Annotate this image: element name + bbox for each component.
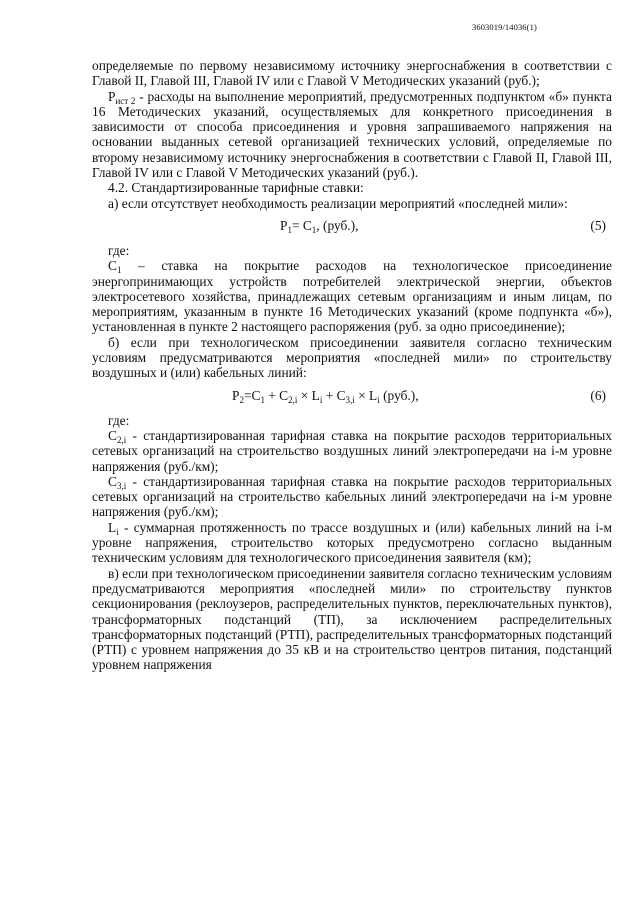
symbol-c: С: [108, 427, 117, 443]
formula-6-number: (6): [590, 387, 606, 403]
symbol-c: С: [108, 473, 117, 489]
symbol-c3-subscript: 3,i: [116, 480, 127, 491]
c2-definition: - стандартизированная тарифная ставка на покрытие расходов территориальных сетевых организаций на строительство воздушных линий электропередачи на i-м уровне напряжения (руб./км);: [92, 427, 612, 474]
definition-c1: [92, 258, 612, 334]
symbol-li-subscript: i: [116, 526, 119, 537]
formula-6: [92, 385, 612, 407]
symbol-r: Р: [108, 88, 116, 104]
definition-c2: [92, 428, 612, 474]
formula-5-expression: $P_1= C_1$, (руб.),: [280, 217, 359, 235]
r-ist-2-definition: - расходы на выполнение мероприятий, предусмотренных подпунктом «б» пункта 16 Методических указаний, осуществляемых для конкретного присоединения в зависимости от способа присоединения и уровня запрашиваемого напряжения на основании выданных сетевой организацией технических условий, определяемые по второму независимому источнику энергоснабжения в соответствии с Главой II, Главой III, Главой IV или с Главой V Методических указаний (руб.).: [92, 88, 612, 181]
li-definition: - суммарная протяженность по трассе воздушных и (или) кабельных линий на i-м уровне напряжения, строительство которых предусмотрено согласно выданным техническим условиям для технологического присоединения заявителя (км);: [92, 519, 612, 566]
symbol-c: С: [108, 258, 117, 274]
document-id: 3603019/14036(1): [472, 22, 537, 32]
formula-5-number: (5): [590, 217, 606, 233]
symbol-r-subscript: ист 2: [115, 95, 136, 106]
formula-5: [92, 215, 612, 237]
definition-li: [92, 520, 612, 566]
formula-6-expression: $P_2=C_1 + C_{2,i} \times L_i + C_{3,i} \times L_i$ (руб.),: [232, 387, 419, 405]
paragraph-intro: определяемые по первому независимому источнику энергоснабжения в соответствии с Главой II, Главой III, Главой IV или с Главой V Методических указаний (руб.);: [92, 58, 612, 89]
where-label-1: где:: [108, 242, 130, 258]
symbol-l: L: [108, 519, 117, 535]
item-v: в) если при технологическом присоединении заявителя согласно техническим условиям предусматриваются мероприятия «последней мили» по строительству пунктов секционирования (реклоузеров, распределительных пунктов, переключательных пунктов), трансформаторных подстанций (ТП), за исключением распределительных трансформаторных подстанций (РТП), распределительных трансформаторных подстанций (РТП) с уровнем напряжения до 35 кВ и на строительство центров питания, подстанций уровнем напряжения: [92, 565, 612, 673]
where-label-2: где:: [108, 412, 130, 428]
c3-definition: - стандартизированная тарифная ставка на покрытие расходов территориальных сетевых организаций на строительство кабельных линий электропередачи на i-м уровне напряжения (руб./км);: [92, 473, 612, 520]
definition-c3: [92, 474, 612, 520]
paragraph-r-ist-2: [92, 89, 612, 181]
section-4-2-heading: 4.2. Стандартизированные тарифные ставки:: [108, 180, 364, 196]
symbol-c1-subscript: 1: [116, 265, 122, 276]
item-b: б) если при технологическом присоединении заявителя согласно техническим условиям предусматриваются мероприятия «последней мили» по строительству воздушных и (или) кабельных линий:: [92, 334, 612, 381]
symbol-c2-subscript: 2,i: [116, 434, 127, 445]
document-body: [92, 58, 612, 673]
c1-definition: – ставка на покрытие расходов на технологическое присоединение энергопринимающих устройств потребителей электрической энергии, объектов электросетевого хозяйства, принадлежащих сетевым организациям и иным лицам, по мероприятиям, указанным в пункте 16 Методических указаний (кроме подпункта «б»), установленная в пункте 2 настоящего распоряжения (руб. за одно присоединение);: [92, 258, 612, 335]
item-a: а) если отсутствует необходимость реализации мероприятий «последней мили»:: [108, 195, 568, 211]
